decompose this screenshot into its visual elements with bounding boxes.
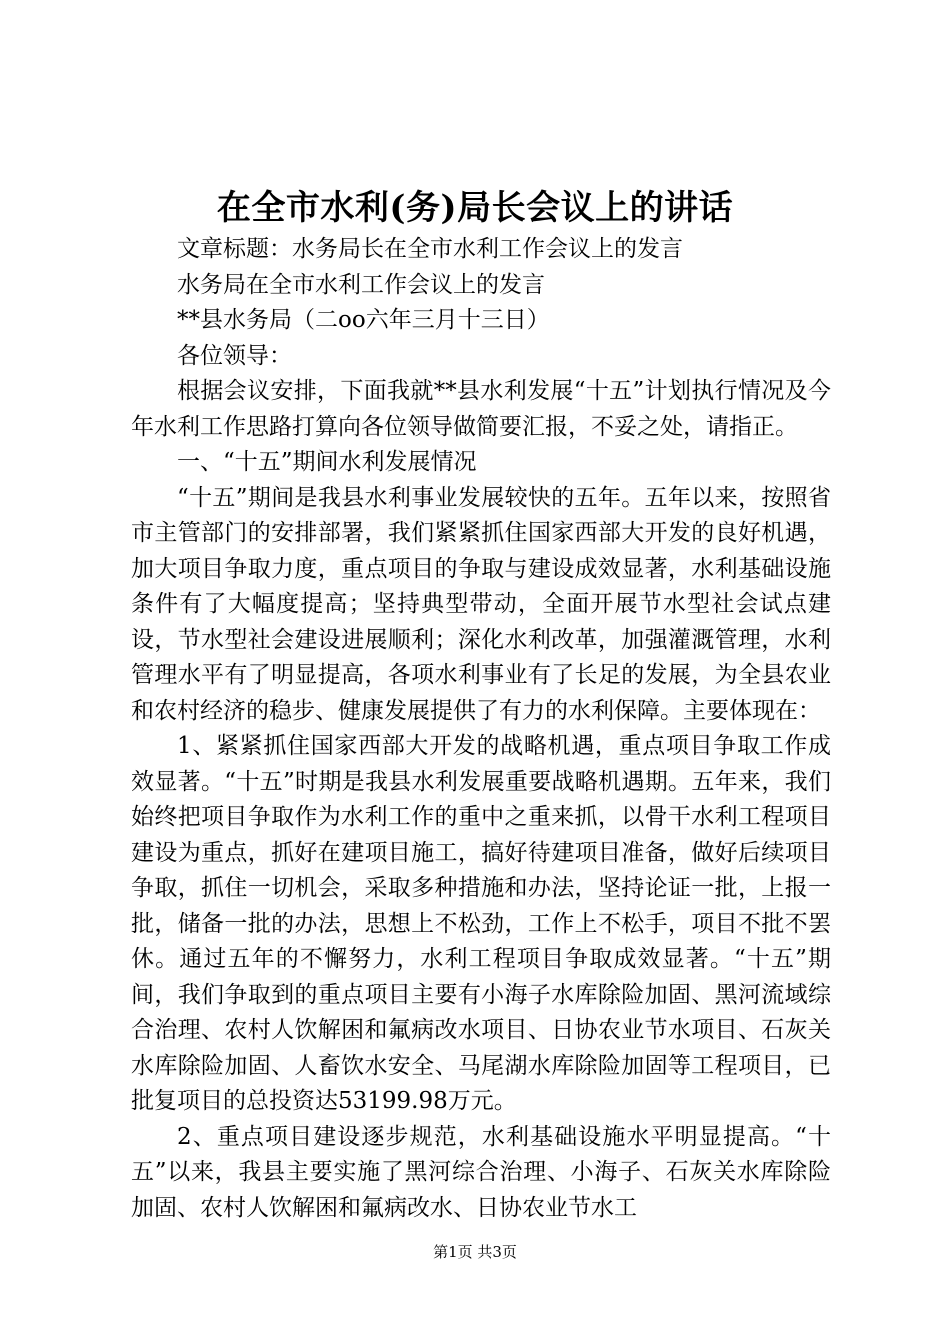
speech-title-line: 水务局在全市水利工作会议上的发言 <box>177 271 545 298</box>
body-paragraph: “十五”期间是我县水利事业发展较快的五年。五年以来，按照省市主管部门的安排部署，我们紧紧抓住国家西部大开发的良好机遇，加大项目争取力度，重点项目的争取与建设成效显著，水利基础设施条件有了大幅度提高；坚持典型带动，全面开展节水型社会试点建设，节水型社会建设进展顺利；深化水利改革，加强灌溉管理，水利管理水平有了明显提高，各项水利事业有了长足的发展，为全县农业和农村经济的稳步、健康发展提供了有力的水利保障。主要体现在： <box>131 484 831 724</box>
document-title: 在全市水利(务)局长会议上的讲话 <box>216 188 734 228</box>
body-paragraph: 1、紧紧抓住国家西部大开发的战略机遇，重点项目争取工作成效显著。“十五”时期是我县水利发展重要战略机遇期。五年来，我们始终把项目争取作为水利工作的重中之重来抓，以骨干水利工程项目建设为重点，抓好在建项目施工，搞好待建项目准备，做好后续项目争取，抓住一切机会，采取多种措施和办法，坚持论证一批，上报一批，储备一批的办法，思想上不松劲，工作上不松手，项目不批不罢休。通过五年的不懈努力，水利工程项目争取成效显著。“十五”期间，我们争取到的重点项目主要有小海子水库除险加固、黑河流域综合治理、农村人饮解困和氟病改水项目、日协农业节水项目、石灰关水库除险加固、人畜饮水安全、马尾湖水库除险加固等工程项目，已批复项目的总投资达53199.98万元。 <box>131 733 831 1114</box>
article-title-line: 文章标题：水务局长在全市水利工作会议上的发言 <box>177 236 683 262</box>
document-body <box>131 232 831 1226</box>
page-number-footer: 第1页 共3页 <box>433 1243 517 1261</box>
speaker-date-line: **县水务局（二oo六年三月十三日） <box>177 307 550 333</box>
salutation: 各位领导： <box>177 342 292 369</box>
section-heading: 一、“十五”期间水利发展情况 <box>177 449 477 475</box>
body-paragraph: 2、重点项目建设逐步规范，水利基础设施水平明显提高。“十五”以来，我县主要实施了黑河综合治理、小海子、石灰关水库除险加固、农村人饮解困和氟病改水、日协农业节水工 <box>131 1123 831 1221</box>
body-paragraph: 根据会议安排，下面我就**县水利发展“十五”计划执行情况及今年水利工作思路打算向各位领导做简要汇报，不妥之处，请指正。 <box>131 378 831 440</box>
